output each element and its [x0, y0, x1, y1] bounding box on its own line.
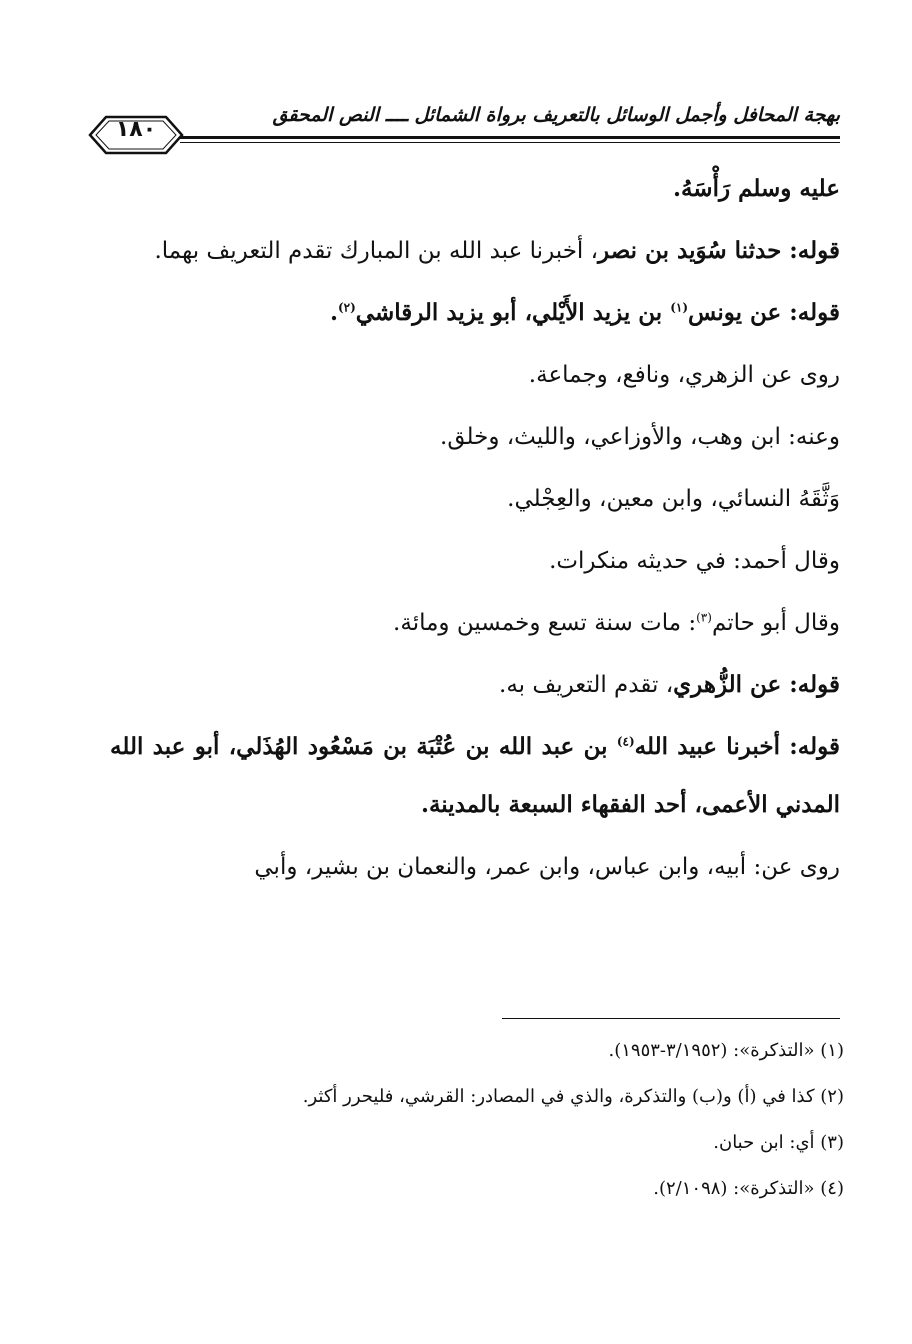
paragraph-2 [110, 222, 840, 280]
paragraph-9-text: ، تقدم التعريف به. [499, 672, 674, 698]
footnote-1: (١) «التذكرة»: (٣/١٩٥٢-١٩٥٣). [608, 1040, 844, 1061]
paragraph-8-text-a: وقال أبو حاتم [711, 610, 840, 636]
paragraph-9-heading: قوله: عن الزُّهري [673, 671, 840, 698]
paragraph-3-heading: قوله: عن يونس [688, 299, 840, 326]
paragraph-10-heading: قوله: أخبرنا عبيد الله [634, 733, 840, 760]
running-header [88, 100, 840, 156]
footnote-4: (٤) «التذكرة»: (٢/١٠٩٨). [653, 1178, 844, 1199]
paragraph-2-text: ، أخبرنا عبد الله بن المبارك تقدم التعريف بهما. [154, 238, 599, 264]
paragraph-7 [110, 532, 840, 590]
footnote-ref-4[interactable]: (٤) [616, 734, 635, 749]
paragraph-6-text: وَثَّقَهُ النسائي، وابن معين، والعِجْلي. [507, 486, 840, 512]
paragraph-2-heading: قوله: حدثنا سُوَيد بن نصر [598, 237, 840, 264]
footnote-3: (٣) أي: ابن حبان. [713, 1132, 844, 1153]
footnote-ref-2[interactable]: (٢) [337, 300, 356, 315]
main-text [110, 160, 840, 900]
paragraph-11 [110, 838, 840, 896]
paragraph-4-text: روى عن الزهري، ونافع، وجماعة. [528, 362, 840, 388]
paragraph-10-text: بن عبد الله بن عُتْبَة بن مَسْعُود الهُذَلي، أبو عبد الله المدني الأعمى، أحد الفقهاء السبعة بالمدينة. [110, 733, 840, 818]
paragraph-3-name: بن يزيد الأَيْلي، أبو يزيد الرقاشي [355, 299, 671, 326]
paragraph-1-text: عليه وسلم رَأْسَهُ. [672, 175, 840, 202]
paragraph-7-text: وقال أحمد: في حديثه منكرات. [549, 548, 840, 574]
paragraph-10 [110, 718, 840, 834]
paragraph-11-text: روى عن: أبيه، وابن عباس، وابن عمر، والنعمان بن بشير، وأبي [254, 854, 840, 880]
page-number: ١٨٠ [115, 117, 157, 142]
footnote-2: (٢) كذا في (أ) و(ب) والتذكرة، والذي في المصادر: القرشي، فليحرر أكثر. [302, 1086, 844, 1107]
footnotes [110, 1028, 844, 1212]
header-rule-thin [180, 142, 840, 143]
paragraph-3-end: . [329, 299, 338, 326]
paragraph-5-text: وعنه: ابن وهب، والأوزاعي، والليث، وخلق. [440, 424, 840, 450]
header-rule [180, 136, 840, 139]
paragraph-5 [110, 408, 840, 466]
header-title: بهجة المحافل وأجمل الوسائل بالتعريف برواة الشمائل ــــ النص المحقق [272, 104, 840, 126]
footnote-separator [502, 1018, 840, 1019]
paragraph-1 [110, 160, 840, 218]
paragraph-9 [110, 656, 840, 714]
paragraph-3 [110, 284, 840, 342]
paragraph-8 [110, 594, 840, 652]
paragraph-6 [110, 470, 840, 528]
page-number-badge [88, 114, 184, 156]
footnote-ref-3[interactable]: (٣) [696, 610, 712, 625]
paragraph-4 [110, 346, 840, 404]
footnote-ref-1[interactable]: (١) [670, 300, 689, 315]
paragraph-8-text-b: : مات سنة تسع وخمسين ومائة. [393, 610, 697, 636]
